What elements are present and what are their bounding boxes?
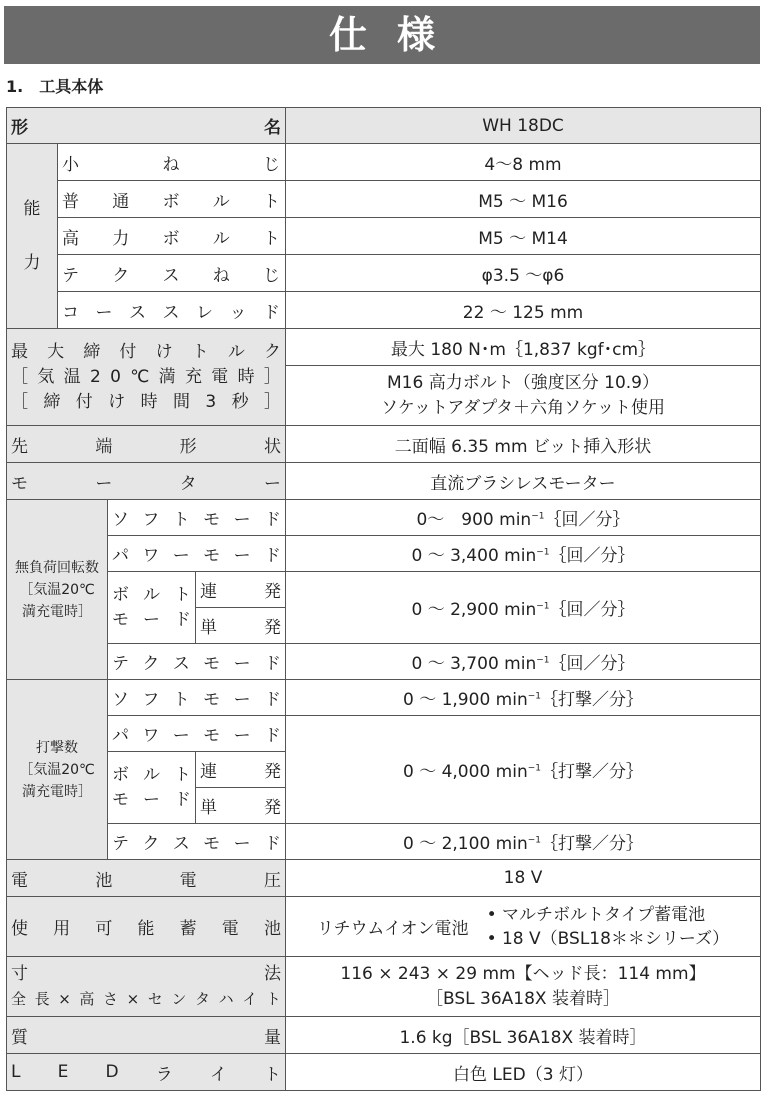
impact-value <box>286 824 761 860</box>
table-row <box>7 255 761 292</box>
capacity-group-label-2: 力 <box>23 253 41 273</box>
table-row <box>7 860 761 897</box>
mode-label <box>108 644 286 680</box>
voltage-label <box>7 860 286 897</box>
spread-label: 連 発 <box>200 582 281 602</box>
capacity-label <box>58 218 286 255</box>
table-row <box>7 426 761 463</box>
speed-value <box>286 572 761 644</box>
battery-item: • マルチボルトタイプ蓄電池 <box>486 904 706 925</box>
capacity-label <box>58 181 286 218</box>
renpatsu-label <box>196 752 286 788</box>
voltage-value: 18 V <box>286 860 761 897</box>
superscript: −1 <box>536 655 550 666</box>
table-row <box>7 716 761 752</box>
spread-label: モ ー ド <box>112 609 191 630</box>
tanpatsu-label <box>196 608 286 644</box>
impact-group-1: 打撃数 <box>36 739 78 756</box>
no-load-group-2: ［気温20℃ <box>19 581 95 598</box>
table-row <box>7 644 761 680</box>
dim-value-2: ［BSL 36A18X 装着時］ <box>426 988 620 1009</box>
superscript: −1 <box>527 691 542 702</box>
speed-value <box>286 536 761 572</box>
capacity-value: M5 ～ M14 <box>286 218 761 255</box>
table-row <box>7 824 761 860</box>
no-load-group-1: 無負荷回転数 <box>15 559 99 576</box>
unit-text: ｛打撃／分｝ <box>541 762 644 782</box>
battery-item: • 18 V（BSL18＊＊シリーズ） <box>486 928 730 949</box>
spread-label: テ ク ス ね じ <box>62 265 281 286</box>
speed-value <box>286 500 761 536</box>
table-row <box>7 181 761 218</box>
spread-label: 連 発 <box>200 762 281 782</box>
spread-label: パ ワ ー モ ー ド <box>112 726 281 746</box>
spread-label: テ ク ス モ ー ド <box>112 834 281 854</box>
table-row <box>7 1054 761 1091</box>
mode-label <box>108 824 286 860</box>
spread-label: 使 用 可 能 蓄 電 池 <box>11 919 281 939</box>
spread-label: 全 長 × 高 さ × セ ン タ ハ イ ト <box>11 989 281 1008</box>
mode-label <box>108 536 286 572</box>
led-value: 白色 LED（3 灯） <box>286 1054 761 1091</box>
spread-label: テ ク ス モ ー ド <box>112 654 281 674</box>
torque-label <box>7 329 286 426</box>
page-title: 仕様 <box>4 6 760 64</box>
header-label-right: 名 <box>264 118 281 138</box>
spread-label: 単 発 <box>200 798 281 818</box>
speed-value <box>286 644 761 680</box>
spread-label: モ ー タ ー <box>11 473 281 494</box>
spread-label: 高 力 ボ ル ト <box>62 228 281 249</box>
spread-label: L E D ラ イ ト <box>11 1062 281 1085</box>
table-row <box>7 218 761 255</box>
value-text: 0～ 900 min <box>416 510 532 530</box>
spread-label: ボ ル ト <box>112 584 191 605</box>
dim-value-1: 116 × 243 × 29 mm【ヘッド長：114 mm】 <box>340 963 706 984</box>
unit-text: ｛回／分｝ <box>549 546 635 566</box>
spread-label: 電 池 電 圧 <box>11 870 281 891</box>
tanpatsu-label <box>196 788 286 824</box>
battery-list <box>487 903 730 951</box>
capacity-group-label-1: 能 <box>23 199 41 219</box>
value-text: 0 ～ 2,900 min <box>411 600 537 620</box>
mass-label-a: 質 <box>11 1027 28 1048</box>
mass-label <box>7 1017 286 1054</box>
superscript: −1 <box>527 763 542 774</box>
torque-value-max: 最大 180 N･m｛1,837 kgf･cm｝ <box>286 329 761 366</box>
superscript: −1 <box>531 511 545 522</box>
section-heading: 1. 工具本体 <box>6 77 104 96</box>
value-text: 0 ～ 2,100 min <box>402 834 528 854</box>
spread-label: 単 発 <box>200 618 281 638</box>
no-load-group-3: 満充電時］ <box>22 603 92 620</box>
dim-label-b: 法 <box>264 963 281 984</box>
value-text: 0 ～ 3,700 min <box>411 654 537 674</box>
impact-group-2: ［気温20℃ <box>19 761 95 778</box>
led-label <box>7 1054 286 1091</box>
torque-condition-2: ソケットアダプタ＋六角ソケット使用 <box>380 397 666 418</box>
capacity-label <box>58 255 286 292</box>
spec-table <box>6 107 761 1091</box>
table-row <box>7 536 761 572</box>
table-row <box>7 1017 761 1054</box>
capacity-value: M5 ～ M16 <box>286 181 761 218</box>
mode-label <box>108 680 286 716</box>
header-label-left: 形 <box>11 118 28 138</box>
model-name: WH 18DC <box>286 108 761 144</box>
battery-label <box>7 897 286 957</box>
battery-value <box>286 897 761 957</box>
unit-text: ｛回／分｝ <box>549 600 635 620</box>
torque-condition-1: M16 高力ボルト（強度区分 10.9） <box>387 372 659 393</box>
unit-text: ｛打撃／分｝ <box>541 834 644 854</box>
mode-label <box>108 500 286 536</box>
table-row <box>7 144 761 181</box>
tip-label <box>7 426 286 463</box>
capacity-label <box>58 292 286 329</box>
header-label-cell <box>7 108 286 144</box>
capacity-value: 22 ～ 125 mm <box>286 292 761 329</box>
superscript: −1 <box>527 835 542 846</box>
spread-label: モ ー ド <box>112 789 191 810</box>
bolt-mode-label <box>108 752 196 824</box>
table-row <box>7 957 761 1017</box>
battery-type: リチウムイオン電池 <box>316 919 469 939</box>
dimensions-value <box>286 957 761 1017</box>
mass-value: 1.6 kg［BSL 36A18X 装着時］ <box>286 1017 761 1054</box>
bolt-mode-label <box>108 572 196 644</box>
table-row <box>7 292 761 329</box>
value-text: 0 ～ 3,400 min <box>411 546 537 566</box>
table-row <box>7 463 761 500</box>
motor-value: 直流ブラシレスモーター <box>286 463 761 500</box>
spread-label: 普 通 ボ ル ト <box>62 191 281 212</box>
table-row <box>7 108 761 144</box>
spread-label: 最 大 締 付 け ト ル ク <box>11 341 281 362</box>
no-load-speed-group <box>7 500 108 680</box>
spread-label: ソ フ ト モ ー ド <box>112 690 281 710</box>
value-text: 0 ～ 1,900 min <box>402 690 528 710</box>
value-text: 0 ～ 4,000 min <box>402 762 528 782</box>
spread-label: ボ ル ト <box>112 764 191 785</box>
superscript: −1 <box>536 601 550 612</box>
table-row <box>7 897 761 957</box>
table-row <box>7 680 761 716</box>
superscript: −1 <box>536 547 550 558</box>
mass-label-b: 量 <box>264 1027 281 1048</box>
impact-group-3: 満充電時］ <box>22 783 92 800</box>
capacity-group-label <box>7 144 58 329</box>
dim-label-a: 寸 <box>11 963 28 984</box>
renpatsu-label <box>196 572 286 608</box>
tip-value: 二面幅 6.35 mm ビット挿入形状 <box>286 426 761 463</box>
table-row <box>7 572 761 608</box>
impact-value <box>286 680 761 716</box>
spread-label: コ ー ス ス レ ッ ド <box>62 302 281 323</box>
impact-value <box>286 716 761 824</box>
table-row <box>7 500 761 536</box>
unit-text: ｛回／分｝ <box>549 654 635 674</box>
spread-label: ソ フ ト モ ー ド <box>112 510 281 530</box>
spread-label: ［ 締 付 け 時 間 3 秒 ］ <box>11 391 281 412</box>
capacity-label <box>58 144 286 181</box>
capacity-value: 4～8 mm <box>286 144 761 181</box>
dimensions-label <box>7 957 286 1017</box>
spread-label: パ ワ ー モ ー ド <box>112 546 281 566</box>
spread-label: 小 ね じ <box>62 154 281 175</box>
table-row <box>7 329 761 366</box>
unit-text: ｛打撃／分｝ <box>541 690 644 710</box>
spread-label: 先 端 形 状 <box>11 436 281 457</box>
mode-label <box>108 716 286 752</box>
capacity-value: φ3.5 ～φ6 <box>286 255 761 292</box>
motor-label <box>7 463 286 500</box>
spread-label: ［ 気 温 2 0 ℃ 満 充 電 時 ］ <box>11 366 281 387</box>
torque-value-condition <box>286 366 761 426</box>
unit-text: ｛回／分｝ <box>544 510 630 530</box>
impact-rate-group <box>7 680 108 860</box>
